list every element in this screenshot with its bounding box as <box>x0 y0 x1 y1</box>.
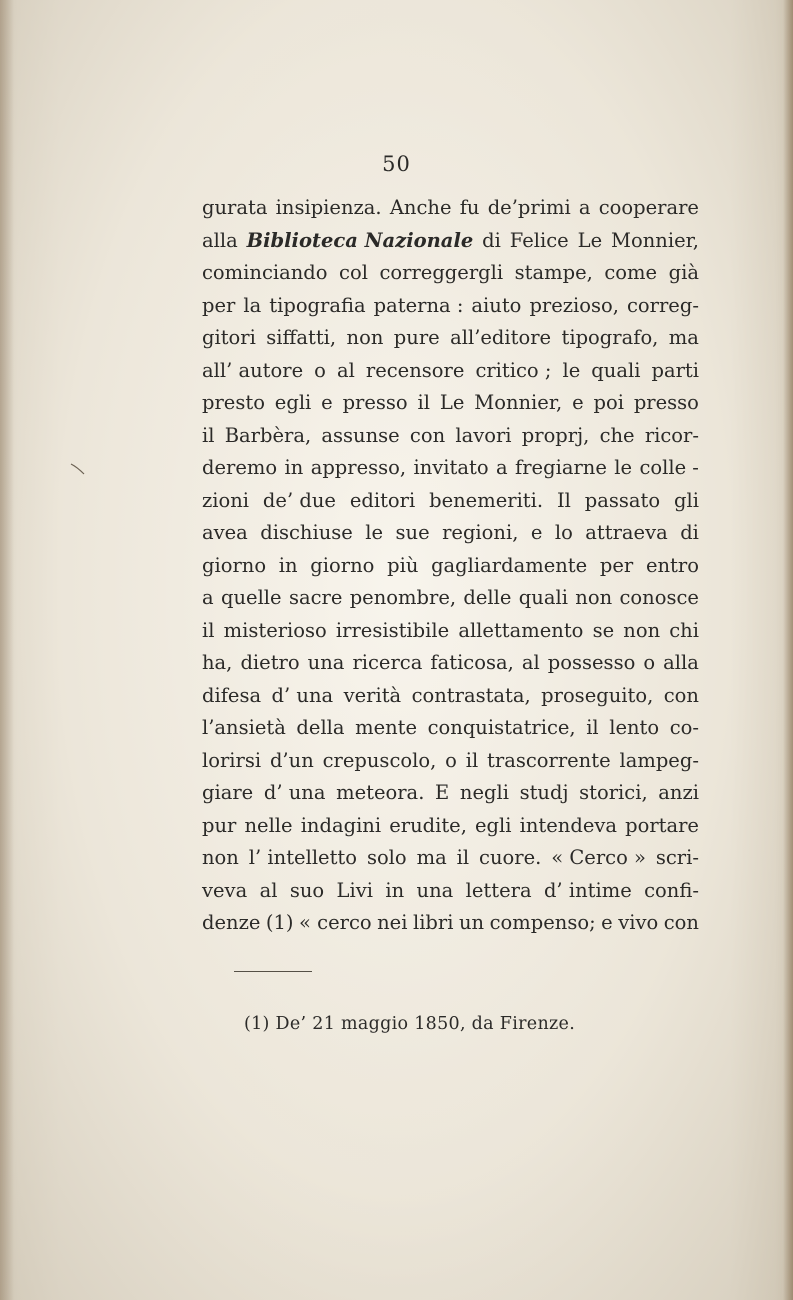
word: chi <box>669 618 699 642</box>
word: il <box>586 716 599 739</box>
text-line <box>202 777 699 810</box>
word: attraeva <box>585 521 668 544</box>
text-line <box>202 290 699 323</box>
word: il <box>202 618 215 642</box>
word: di <box>680 521 699 544</box>
word: al <box>521 651 540 674</box>
word: cominciando <box>202 261 328 284</box>
text-line <box>202 647 699 680</box>
word: paterna : <box>373 293 464 317</box>
word: de’primi <box>487 196 571 219</box>
word: misterioso <box>223 618 327 642</box>
word: portare <box>625 813 699 837</box>
word: indagini <box>300 813 382 837</box>
word: studj <box>519 781 569 804</box>
word: con <box>663 911 699 934</box>
word: conquistatrice, <box>427 716 576 739</box>
word: Biblioteca Nazionale <box>246 228 474 252</box>
text-line <box>202 745 699 778</box>
word: deremo <box>202 456 278 479</box>
word: quali <box>591 358 641 382</box>
word: denze <box>202 911 261 934</box>
word: lorirsi <box>202 748 262 772</box>
word: ma <box>416 846 447 869</box>
word: « cerco <box>299 911 372 934</box>
word: sacre <box>288 586 343 609</box>
word: parti <box>651 358 699 382</box>
word: storici, <box>579 781 648 804</box>
word: quelle <box>220 586 282 609</box>
text-line <box>202 582 699 615</box>
word: tipografia <box>269 293 366 317</box>
word: passato <box>584 488 661 512</box>
text-line <box>202 192 699 225</box>
word: contrastata, <box>411 683 531 707</box>
word: pur <box>202 813 237 837</box>
word: la <box>243 293 262 317</box>
word: in <box>284 456 304 479</box>
word: E <box>435 781 450 804</box>
word: aiuto <box>471 293 522 317</box>
word: a <box>578 196 591 219</box>
word: meteora. <box>336 781 425 804</box>
word: faticosa, <box>430 651 514 674</box>
word: invitato <box>413 456 489 479</box>
word: fregiarne <box>515 456 607 479</box>
word: negli <box>459 781 509 804</box>
word: di <box>482 228 501 252</box>
word: d’un <box>269 748 314 772</box>
word: Livi <box>336 878 373 902</box>
text-line <box>202 842 699 875</box>
word: entro <box>645 553 699 577</box>
word: gagliardamente <box>431 553 588 577</box>
text-line <box>202 387 699 420</box>
word: egli <box>274 391 312 414</box>
word: un <box>458 911 485 934</box>
word: libri <box>412 911 454 934</box>
text-line <box>202 712 699 745</box>
word: d’ una <box>263 781 326 804</box>
text-line <box>202 225 699 258</box>
page-number: 50 <box>382 152 411 176</box>
word: fu <box>459 196 480 219</box>
word: non <box>623 618 661 642</box>
word: col <box>339 261 368 284</box>
word: presso <box>633 391 699 414</box>
word: nelle <box>244 813 293 837</box>
word: de’ due <box>262 488 336 512</box>
word: solo <box>366 846 407 869</box>
word: confi- <box>644 878 699 902</box>
word: giorno <box>202 553 267 577</box>
word: per <box>599 553 634 577</box>
word: vivo <box>618 911 659 934</box>
word: co- <box>669 716 699 739</box>
word: più <box>387 553 419 577</box>
word: irresistibile <box>335 618 450 642</box>
word: crepuscolo, <box>322 748 437 772</box>
word: correg- <box>627 293 699 317</box>
word: anzi <box>658 781 699 804</box>
word: se <box>592 618 615 642</box>
word: trascorrente <box>487 748 611 772</box>
word: e <box>321 391 333 414</box>
word: Barbèra, <box>224 423 312 447</box>
word: per <box>202 293 236 317</box>
word: lavori <box>455 423 512 447</box>
word: presso <box>342 391 408 414</box>
word: quali <box>518 586 568 609</box>
word: poi <box>593 391 624 414</box>
word: benemeriti. <box>429 488 544 512</box>
text-line <box>202 615 699 648</box>
word: Monnier, <box>474 391 563 414</box>
word: nei <box>377 911 408 934</box>
word: (1) <box>265 911 294 934</box>
word: e <box>572 391 584 414</box>
text-line <box>202 875 699 908</box>
word: ricor- <box>644 423 699 447</box>
word: critico ; <box>475 358 552 382</box>
word: alla <box>202 228 238 252</box>
word: con <box>663 683 699 707</box>
word: difesa <box>202 683 262 707</box>
word: dischiuse <box>260 521 353 544</box>
word: lettera <box>465 878 532 902</box>
word: in <box>385 878 405 902</box>
word: non <box>346 326 384 349</box>
word: il <box>456 846 470 869</box>
word: « Cerco » <box>551 846 646 869</box>
word: che <box>599 423 635 447</box>
text-line <box>202 452 699 485</box>
word: verità <box>343 683 402 707</box>
word: prezioso, <box>529 293 619 317</box>
word: ha, <box>202 651 233 674</box>
word: d’ intime <box>543 878 632 902</box>
word: proprj, <box>521 423 590 447</box>
word: gitori <box>202 326 256 349</box>
word: come <box>604 261 658 284</box>
word: d’ una <box>271 683 334 707</box>
word: della <box>296 716 345 739</box>
word: avea <box>202 521 248 544</box>
word: e <box>530 521 543 544</box>
word: egli <box>475 813 512 837</box>
word: recensore <box>365 358 465 382</box>
text-line <box>202 485 699 518</box>
word: non <box>202 846 239 869</box>
word: ricerca <box>352 651 423 674</box>
word: tipografo, <box>561 326 659 349</box>
word: editori <box>349 488 416 512</box>
word: le <box>562 358 581 382</box>
word: all’ autore <box>202 358 304 382</box>
word: presto <box>202 391 265 414</box>
word: possesso <box>547 651 636 674</box>
word: siffatti, <box>266 326 337 349</box>
word: al <box>259 878 278 902</box>
word: delle <box>463 586 512 609</box>
word: insipienza. <box>275 196 382 219</box>
word: Monnier, <box>611 228 699 252</box>
word: colle - <box>639 456 699 479</box>
text-line <box>202 907 699 940</box>
word: il <box>417 391 431 414</box>
word: non <box>575 586 613 609</box>
word: conosce <box>619 586 699 609</box>
word: o <box>643 651 656 674</box>
footnote: (1) De’ 21 maggio 1850, da Firenze. <box>244 1014 576 1034</box>
word: correggergli <box>379 261 504 284</box>
word: l’ansietà <box>202 716 286 739</box>
word: cooperare <box>598 196 699 219</box>
word: il <box>202 423 215 447</box>
word: stampe, <box>514 261 593 284</box>
text-line <box>202 550 699 583</box>
word: giorno <box>310 553 375 577</box>
word: gurata <box>202 196 268 219</box>
word: Felice <box>509 228 569 252</box>
word: le <box>365 521 384 544</box>
word: con <box>409 423 446 447</box>
text-line <box>202 257 699 290</box>
word: al <box>336 358 355 382</box>
word: Il <box>556 488 571 512</box>
text-line <box>202 680 699 713</box>
word: e <box>601 911 613 934</box>
word: pure <box>393 326 440 349</box>
word: cuore. <box>479 846 542 869</box>
word: dietro <box>240 651 300 674</box>
word: allettamento <box>458 618 584 642</box>
word: regioni, <box>442 521 519 544</box>
word: le <box>614 456 633 479</box>
word: il <box>465 748 479 772</box>
word: ma <box>668 326 699 349</box>
word: o <box>314 358 326 382</box>
word: proseguito, <box>541 683 654 707</box>
word: compenso; <box>489 911 596 934</box>
word: a <box>495 456 508 479</box>
word: mente <box>355 716 418 739</box>
word: alla <box>663 651 699 674</box>
body-text <box>202 192 699 940</box>
word: Le <box>439 391 465 414</box>
footnote-rule <box>234 971 312 972</box>
word: zioni <box>202 488 250 512</box>
word: veva <box>202 878 248 902</box>
text-line <box>202 322 699 355</box>
page-left-edge-shadow <box>0 0 14 1300</box>
word: lo <box>554 521 573 544</box>
word: gli <box>673 488 699 512</box>
word: lampeg- <box>619 748 699 772</box>
text-line <box>202 420 699 453</box>
word: intendeva <box>519 813 618 837</box>
text-line <box>202 517 699 550</box>
word: Anche <box>389 196 452 219</box>
word: appresso, <box>310 456 407 479</box>
word: una <box>416 878 454 902</box>
page-right-edge-shadow <box>783 0 793 1300</box>
word: o <box>445 748 457 772</box>
text-line <box>202 355 699 388</box>
word: in <box>278 553 298 577</box>
word: a <box>202 586 214 609</box>
word: suo <box>289 878 325 902</box>
word: assunse <box>321 423 400 447</box>
word: l’ intelletto <box>248 846 358 869</box>
word: Le <box>577 228 603 252</box>
word: all’editore <box>450 326 552 349</box>
word: giare <box>202 781 254 804</box>
word: una <box>307 651 345 674</box>
word: scri- <box>655 846 699 869</box>
text-line <box>202 810 699 843</box>
word: sue <box>395 521 430 544</box>
word: erudite, <box>389 813 467 837</box>
word: lento <box>609 716 660 739</box>
word: già <box>668 261 699 284</box>
word: penombre, <box>349 586 457 609</box>
ink-mark-icon <box>70 462 86 476</box>
